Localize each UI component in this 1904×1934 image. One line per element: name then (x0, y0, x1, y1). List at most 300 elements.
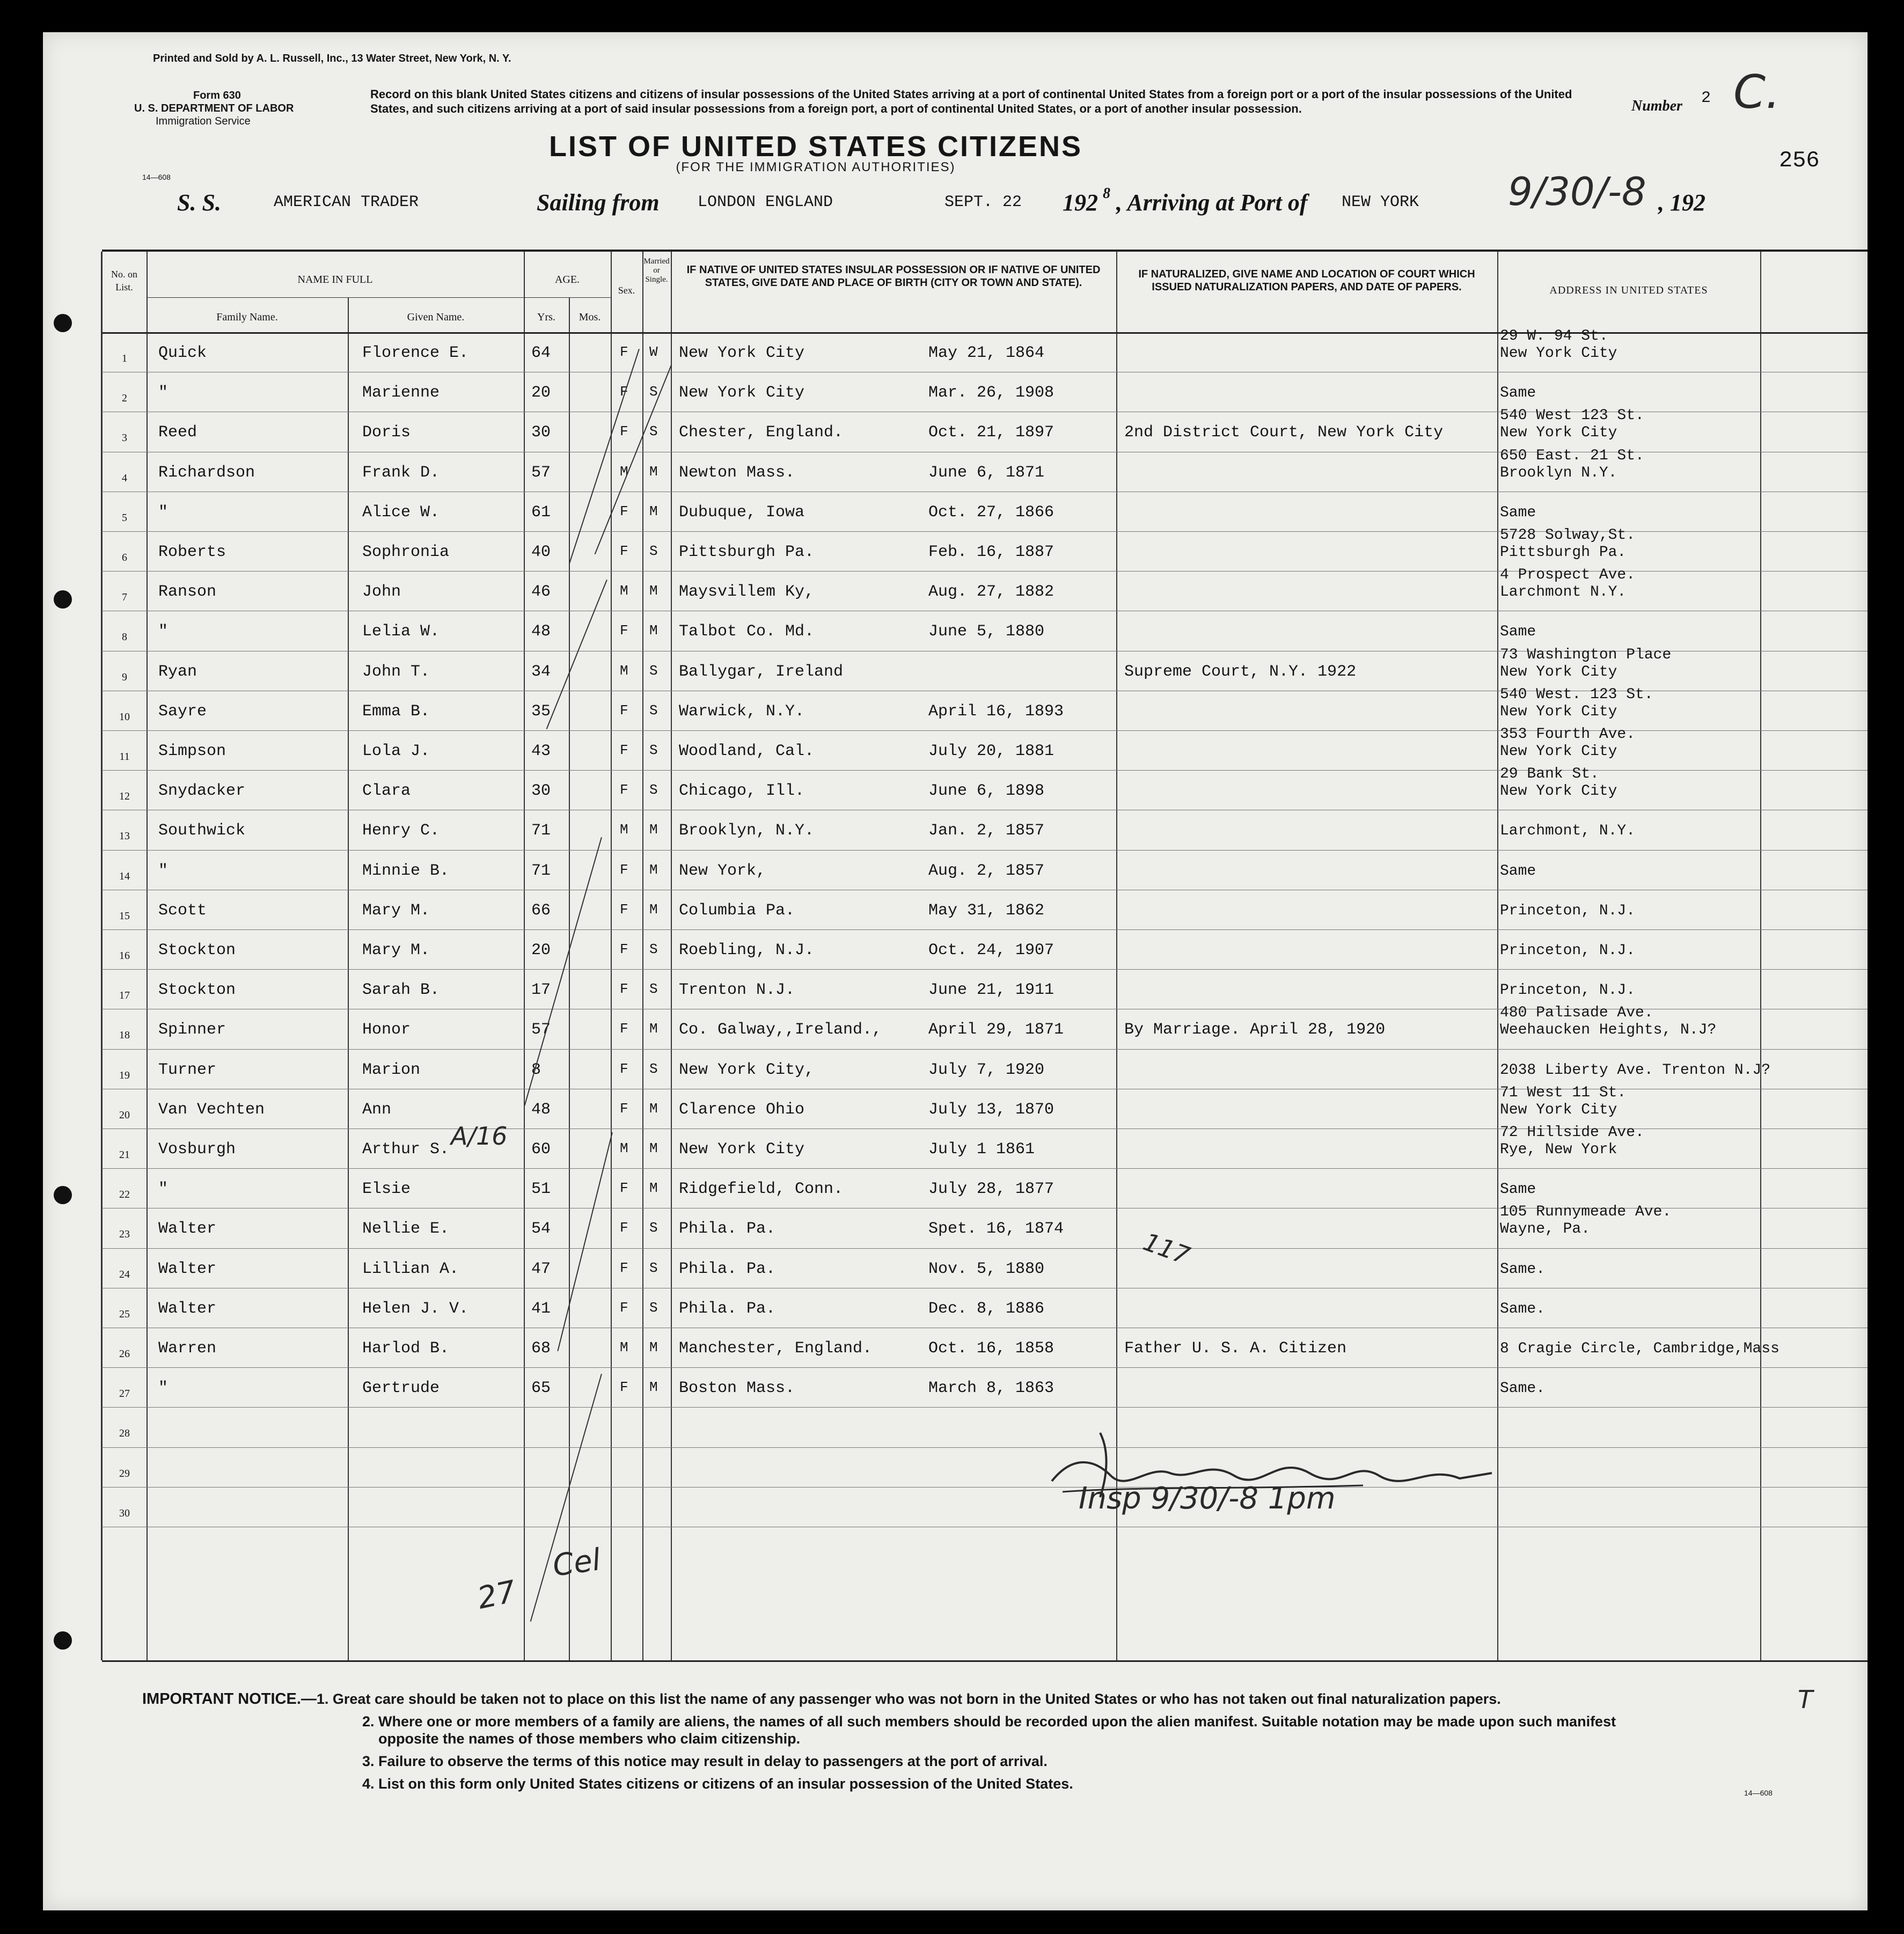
cell-ms: M (649, 1180, 658, 1197)
cell-family: Vosburgh (158, 1140, 236, 1159)
cell-address-line1: 5728 Solway,St. (1500, 527, 1636, 544)
table-row (102, 407, 1868, 451)
cell-place: Co. Galway,,Ireland., (679, 1021, 882, 1039)
cell-date: Jan. 2, 1857 (928, 822, 1045, 840)
cell-place: Phila. Pa. (679, 1299, 776, 1318)
col-family: Family Name. (216, 311, 278, 323)
cell-given: Helen J. V. (362, 1299, 469, 1318)
cell-ms: M (649, 503, 658, 519)
cell-sex: F (620, 1299, 628, 1316)
cell-place: Chicago, Ill. (679, 782, 805, 801)
cell-given: Sophronia (362, 543, 450, 561)
row-number: 6 (122, 552, 127, 563)
cell-family: Spinner (158, 1021, 226, 1039)
cell-family: Walter (158, 1299, 217, 1318)
cell-sex: F (620, 1100, 628, 1117)
cell-ms: M (649, 822, 658, 838)
cell-address-line2: New York City (1500, 345, 1617, 362)
cell-age: 20 (531, 384, 551, 402)
cell-address-line2: Pittsburgh Pa. (1500, 544, 1627, 561)
cell-address-line2: Rye, New York (1500, 1141, 1617, 1158)
row-number: 4 (122, 472, 127, 484)
cell-address-line2: Same (1500, 504, 1536, 521)
cell-given: Elsie (362, 1180, 411, 1199)
cell-given: Frank D. (362, 463, 440, 482)
cell-place: Boston Mass. (679, 1379, 795, 1398)
cell-date: June 6, 1871 (928, 463, 1045, 482)
row-number: 10 (119, 710, 130, 723)
cell-family: Scott (158, 901, 207, 920)
cell-address-line2: Princeton, N.J. (1500, 902, 1636, 919)
corner-mark: T (1798, 1685, 1813, 1714)
cell-address-line1: 540 West 123 St. (1500, 407, 1644, 424)
table-row (102, 1248, 1868, 1288)
table-row (102, 1049, 1868, 1089)
cell-date: Feb. 16, 1887 (928, 543, 1054, 561)
cell-ms: S (649, 1220, 658, 1236)
cell-date: Aug. 27, 1882 (928, 583, 1054, 602)
cell-address-line1: 72 Hillside Ave. (1500, 1124, 1644, 1141)
col-naturalized: IF NATURALIZED, GIVE NAME AND LOCATION OF COURT WHICH ISSUED NATURALIZATION PAPERS, AND DATE OF PAPERS. (1138, 268, 1475, 293)
cell-address-line2: Wayne, Pa. (1500, 1221, 1591, 1238)
row-number: 2 (122, 392, 127, 405)
cell-place: New York City, (679, 1060, 815, 1079)
cell-date: June 6, 1898 (928, 782, 1045, 801)
cell-sex: F (620, 981, 628, 998)
cell-family: Quick (158, 344, 207, 362)
cell-address-line2: Same (1500, 1181, 1536, 1198)
notice-2: 2. Where one or more members of a family are aliens, the names of all such members should be recorded upon the alien manifest. Suitable notation may be made upon such manifest (362, 1713, 1616, 1730)
cell-sex: F (620, 1379, 628, 1396)
cell-place: Columbia Pa. (679, 901, 795, 920)
manifest-sheet (43, 32, 1868, 1910)
cell-address-line1: 29 Bank St. (1500, 766, 1599, 783)
cell-family: Van Vechten (158, 1100, 265, 1119)
cell-sex: F (620, 702, 628, 719)
cell-family: Ranson (158, 583, 217, 602)
cell-date: June 21, 1911 (928, 981, 1054, 1000)
cell-age: 47 (531, 1259, 551, 1278)
cell-sex: F (620, 1259, 628, 1276)
table-row (102, 1407, 1868, 1447)
table-row (102, 810, 1868, 849)
cell-ms: M (649, 1100, 658, 1117)
cell-age: 48 (531, 622, 551, 641)
cell-nat: 2nd District Court, New York City (1124, 423, 1444, 442)
page-title: LIST OF UNITED STATES CITIZENS (549, 130, 1082, 163)
important-notice (142, 1690, 1616, 1792)
ss-label: S. S. (177, 189, 221, 216)
cell-age: 57 (531, 463, 551, 482)
table-row (102, 646, 1868, 691)
cell-address-line2: New York City (1500, 1101, 1617, 1118)
cell-date: March 8, 1863 (928, 1379, 1054, 1398)
row-number: 8 (122, 631, 127, 643)
cell-family: Richardson (158, 463, 255, 482)
row-number: 1 (122, 353, 127, 364)
cell-date: July 1 1861 (928, 1140, 1035, 1159)
cell-address-line1: 353 Fourth Ave. (1500, 726, 1636, 743)
cell-place: Roebling, N.J. (679, 941, 815, 959)
cell-family: Stockton (158, 941, 236, 959)
table-row (102, 969, 1868, 1009)
cell-family: Walter (158, 1220, 217, 1239)
passenger-table (102, 250, 1868, 1662)
cell-ms: M (649, 622, 658, 639)
table-row (102, 1168, 1868, 1208)
punch-hole (54, 314, 72, 332)
cell-ms: M (649, 1021, 658, 1037)
row-number: 19 (119, 1069, 130, 1081)
cell-place: Maysvillem Ky, (679, 583, 815, 602)
cell-place: Dubuque, Iowa (679, 503, 805, 522)
cell-address-line1: 105 Runnymeade Ave. (1500, 1204, 1672, 1221)
sailing-label: Sailing from (537, 189, 660, 216)
cell-date: Aug. 2, 1857 (928, 861, 1045, 880)
cell-family: Southwick (158, 822, 246, 840)
cell-place: New York, (679, 861, 766, 880)
cell-place: Pittsburgh Pa. (679, 543, 815, 561)
cell-place: Phila. Pa. (679, 1259, 776, 1278)
cell-sex: F (620, 423, 628, 440)
cell-ms: M (649, 901, 658, 918)
table-row (102, 929, 1868, 969)
table-row (102, 372, 1868, 412)
cell-age: 17 (531, 981, 551, 1000)
cell-age: 30 (531, 423, 551, 442)
row-number: 29 (119, 1467, 130, 1479)
row-number: 9 (122, 671, 127, 683)
page-number: 256 (1779, 148, 1820, 173)
cell-ms: S (649, 543, 658, 559)
cell-family: " (158, 861, 169, 880)
cell-age: 40 (531, 543, 551, 561)
table-row (102, 1447, 1868, 1487)
year-prefix: 192 (1063, 189, 1098, 216)
arriving-label: , Arriving at Port of (1116, 189, 1308, 216)
table-row (102, 850, 1868, 890)
row-number: 24 (119, 1268, 130, 1280)
cell-ms: M (649, 1379, 658, 1396)
cell-ms: W (649, 344, 658, 360)
cell-family: Walter (158, 1259, 217, 1278)
signature-date: Insp 9/30/-8 1pm (1079, 1481, 1336, 1516)
cell-sex: M (620, 1140, 628, 1156)
col-sex: Sex. (618, 285, 635, 296)
table-row (102, 492, 1868, 531)
cell-sex: M (620, 1339, 628, 1356)
table-row (102, 1328, 1868, 1367)
number-handwritten: C. (1733, 65, 1781, 119)
row-number: 27 (119, 1388, 130, 1400)
cell-address-line2: Larchmont, N.Y. (1500, 823, 1636, 840)
cell-sex: M (620, 583, 628, 599)
cell-age: 43 (531, 742, 551, 760)
cell-given: Emma B. (362, 702, 430, 721)
cell-sex: M (620, 463, 628, 480)
cell-date: Oct. 24, 1907 (928, 941, 1054, 959)
cell-given: Ann (362, 1100, 392, 1119)
cell-family: " (158, 1180, 169, 1199)
cell-sex: F (620, 344, 628, 360)
table-row (102, 447, 1868, 492)
notice-2b: opposite the names of those members who claim citizenship. (378, 1731, 801, 1747)
cell-address-line2: New York City (1500, 783, 1617, 800)
printer-credit: Printed and Sold by A. L. Russell, Inc., 13 Water Street, New York, N. Y. (153, 53, 511, 64)
cell-given: Marion (362, 1060, 421, 1079)
row-number: 12 (119, 790, 130, 803)
cell-given: Minnie B. (362, 861, 450, 880)
row-number: 16 (119, 950, 130, 962)
bottom-count: 27 (474, 1574, 519, 1616)
cell-given: Lelia W. (362, 622, 440, 641)
cell-address-line1: 73 Washington Place (1500, 646, 1672, 663)
cell-sex: M (620, 822, 628, 838)
cell-given: Sarah B. (362, 981, 440, 1000)
service-label: Immigration Service (156, 115, 251, 127)
cell-age: 20 (531, 941, 551, 959)
cell-address-line1: 71 West 11 St. (1500, 1084, 1627, 1101)
cell-address-line2: New York City (1500, 743, 1617, 760)
page-subtitle: (FOR THE IMMIGRATION AUTHORITIES) (676, 160, 956, 174)
cell-age: 57 (531, 1021, 551, 1039)
cell-family: Warren (158, 1339, 217, 1358)
cell-given: Alice W. (362, 503, 440, 522)
cell-given: Doris (362, 423, 411, 442)
col-birth: IF NATIVE OF UNITED STATES INSULAR POSSESSION OR IF NATIVE OF UNITED STATES, GIVE DATE AND PLACE OF BIRTH (CITY OR TOWN AND STATE). (686, 264, 1101, 289)
table-row (102, 328, 1868, 372)
cell-place: New York City (679, 384, 805, 402)
cell-family: " (158, 503, 169, 522)
cell-given: Harlod B. (362, 1339, 450, 1358)
row-number: 17 (119, 990, 130, 1002)
cell-date: June 5, 1880 (928, 622, 1045, 641)
col-age: AGE. (554, 274, 580, 285)
cell-date: Mar. 26, 1908 (928, 384, 1054, 402)
cell-age: 65 (531, 1379, 551, 1398)
cell-date: July 13, 1870 (928, 1100, 1054, 1119)
cell-place: New York City (679, 344, 805, 362)
cell-ms: S (649, 1299, 658, 1316)
department-label: U. S. DEPARTMENT OF LABOR (134, 102, 294, 114)
cell-ms: S (649, 423, 658, 440)
number-value: 2 (1701, 89, 1711, 107)
row-number: 22 (119, 1189, 130, 1201)
cell-family: Roberts (158, 543, 226, 561)
punch-hole (54, 1631, 72, 1650)
cell-address-line2: Same. (1500, 1261, 1546, 1278)
cell-place: Warwick, N.Y. (679, 702, 805, 721)
cell-nat: Father U. S. A. Citizen (1124, 1339, 1347, 1358)
cell-place: Woodland, Cal. (679, 742, 815, 760)
cell-ms: S (649, 742, 658, 758)
notice-1: 1. Great care should be taken not to place on this list the name of any passenger who was not born in the United States or who has not taken out final naturalization papers. (316, 1691, 1501, 1707)
cell-sex: F (620, 622, 628, 639)
row-number: 30 (119, 1507, 130, 1519)
cell-family: " (158, 622, 169, 641)
cell-ms: S (649, 1259, 658, 1276)
cell-date: July 7, 1920 (928, 1060, 1045, 1079)
number-label: Number (1631, 98, 1682, 114)
cell-age: 71 (531, 861, 551, 880)
row-number: 3 (122, 432, 127, 444)
cell-age: 64 (531, 344, 551, 362)
col-yrs: Yrs. (537, 311, 555, 323)
row-number: 5 (122, 511, 127, 524)
cell-place: Chester, England. (679, 423, 844, 442)
row-number: 28 (119, 1427, 130, 1440)
cell-sex: F (620, 1060, 628, 1077)
cell-ms: M (649, 1339, 658, 1356)
cell-ms: M (649, 861, 658, 878)
table-row (102, 527, 1868, 571)
cell-sex: F (620, 1021, 628, 1037)
cell-date: Spet. 16, 1874 (928, 1220, 1064, 1239)
cell-ms: M (649, 1140, 658, 1156)
cell-address-line2: Princeton, N.J. (1500, 982, 1636, 999)
cell-sex: F (620, 782, 628, 798)
cell-given: Lola J. (362, 742, 430, 760)
cell-family: Snydacker (158, 782, 246, 801)
footer-code: 14—608 (1744, 1789, 1773, 1797)
cell-family: Ryan (158, 662, 197, 681)
row-number: 7 (122, 591, 127, 604)
cell-sex: F (620, 503, 628, 519)
cell-address-line2: Same (1500, 385, 1536, 402)
cell-age: 71 (531, 822, 551, 840)
cell-given: Arthur S. (362, 1140, 450, 1159)
cell-given: Gertrude (362, 1379, 440, 1398)
table-row (102, 1204, 1868, 1248)
cell-date: Oct. 27, 1866 (928, 503, 1054, 522)
cell-family: Sayre (158, 702, 207, 721)
cell-address-line2: 2038 Liberty Ave. Trenton N.J? (1500, 1061, 1771, 1079)
row-number: 23 (119, 1228, 130, 1241)
cell-age: 35 (531, 702, 551, 721)
cell-age: 48 (531, 1100, 551, 1119)
cell-family: Reed (158, 423, 197, 442)
cell-address-line2: Same. (1500, 1380, 1546, 1397)
cell-place: New York City (679, 1140, 805, 1159)
cell-address-line2: Same. (1500, 1300, 1546, 1317)
cell-nat: By Marriage. April 28, 1920 (1124, 1021, 1386, 1039)
sailing-from: LONDON ENGLAND (698, 193, 833, 211)
cell-place: Manchester, England. (679, 1339, 873, 1358)
cell-sex: F (620, 901, 628, 918)
col-given: Given Name. (407, 311, 465, 323)
cell-age: 54 (531, 1220, 551, 1239)
row-number: 11 (119, 751, 130, 763)
cell-family: Stockton (158, 981, 236, 1000)
notice-4: 4. List on this form only United States citizens or citizens of an insular possession of the United States. (362, 1776, 1073, 1792)
form-number: Form 630 (193, 90, 241, 101)
cell-given: Florence E. (362, 344, 469, 362)
row-number: 15 (119, 910, 130, 922)
cell-given: John (362, 583, 401, 602)
table-row (102, 726, 1868, 770)
form-code: 14—608 (142, 173, 171, 181)
row22-mark: 117 (1139, 1227, 1194, 1271)
cell-given: John T. (362, 662, 430, 681)
cell-given: Henry C. (362, 822, 440, 840)
table-row (102, 766, 1868, 810)
cell-place: Clarence Ohio (679, 1100, 805, 1119)
table-row (102, 1288, 1868, 1328)
punch-hole (54, 1186, 72, 1204)
cell-date: April 16, 1893 (928, 702, 1064, 721)
cell-age: 66 (531, 901, 551, 920)
year-end: , 192 (1658, 189, 1705, 216)
cell-address-line2: Weehaucken Heights, N.J? (1500, 1022, 1717, 1039)
cell-ms: M (649, 583, 658, 599)
cell-address-line2: New York City (1500, 703, 1617, 720)
cell-place: Ballygar, Ireland (679, 662, 844, 681)
table-row (102, 1124, 1868, 1168)
cell-address-line2: Brooklyn N.Y. (1500, 464, 1617, 481)
cell-age: 8 (531, 1060, 541, 1079)
cell-address-line2: 8 Cragie Circle, Cambridge,Mass (1500, 1340, 1779, 1357)
cell-place: Trenton N.J. (679, 981, 795, 1000)
cell-given: Mary M. (362, 901, 430, 920)
cell-address-line2: New York City (1500, 663, 1617, 680)
table-row (102, 686, 1868, 730)
notice-3: 3. Failure to observe the terms of this notice may result in delay to passengers at the port of arrival. (362, 1753, 1048, 1769)
row-number: 13 (119, 830, 130, 843)
col-no: No. on List. (111, 269, 137, 292)
cell-family: " (158, 384, 169, 402)
table-row (102, 1487, 1868, 1527)
cell-given: Mary M. (362, 941, 430, 959)
table-row (102, 567, 1868, 611)
cell-address-line2: Princeton, N.J. (1500, 942, 1636, 959)
cell-date: July 20, 1881 (928, 742, 1054, 760)
cell-age: 60 (531, 1140, 551, 1159)
cell-given: Lillian A. (362, 1259, 459, 1278)
cell-date: Dec. 8, 1886 (928, 1299, 1045, 1318)
arriving-port: NEW YORK (1342, 193, 1419, 211)
cell-sex: F (620, 1220, 628, 1236)
cell-sex: F (620, 543, 628, 559)
cell-ms: S (649, 782, 658, 798)
cell-ms: M (649, 463, 658, 480)
col-mos: Mos. (578, 311, 601, 323)
row-number: 18 (119, 1029, 130, 1042)
cell-address-line2: Same (1500, 862, 1536, 880)
cell-age: 41 (531, 1299, 551, 1318)
cell-date: April 29, 1871 (928, 1021, 1064, 1039)
cell-address-line1: 480 Palisade Ave. (1500, 1005, 1653, 1022)
ship-name: AMERICAN TRADER (274, 193, 419, 211)
cell-place: Newton Mass. (679, 463, 795, 482)
cell-given: Honor (362, 1021, 411, 1039)
col-address: ADDRESS IN UNITED STATES (1549, 284, 1708, 296)
cell-age: 30 (531, 782, 551, 801)
row-number: 25 (119, 1308, 130, 1320)
cell-address-line1: 540 West. 123 St. (1500, 686, 1653, 703)
cell-sex: M (620, 662, 628, 679)
cell-address-line2: Same (1500, 624, 1536, 641)
cell-address-line2: Larchmont N.Y. (1500, 584, 1627, 601)
cell-nat: Supreme Court, N.Y. 1922 (1124, 662, 1357, 681)
cell-family: Turner (158, 1060, 217, 1079)
cell-place: Ridgefield, Conn. (679, 1180, 844, 1199)
cell-place: Brooklyn, N.Y. (679, 822, 815, 840)
row-number: 26 (119, 1348, 130, 1360)
cell-ms: S (649, 1060, 658, 1077)
cell-date: Nov. 5, 1880 (928, 1259, 1045, 1278)
cell-age: 61 (531, 503, 551, 522)
row19-note: A/16 (451, 1122, 508, 1151)
